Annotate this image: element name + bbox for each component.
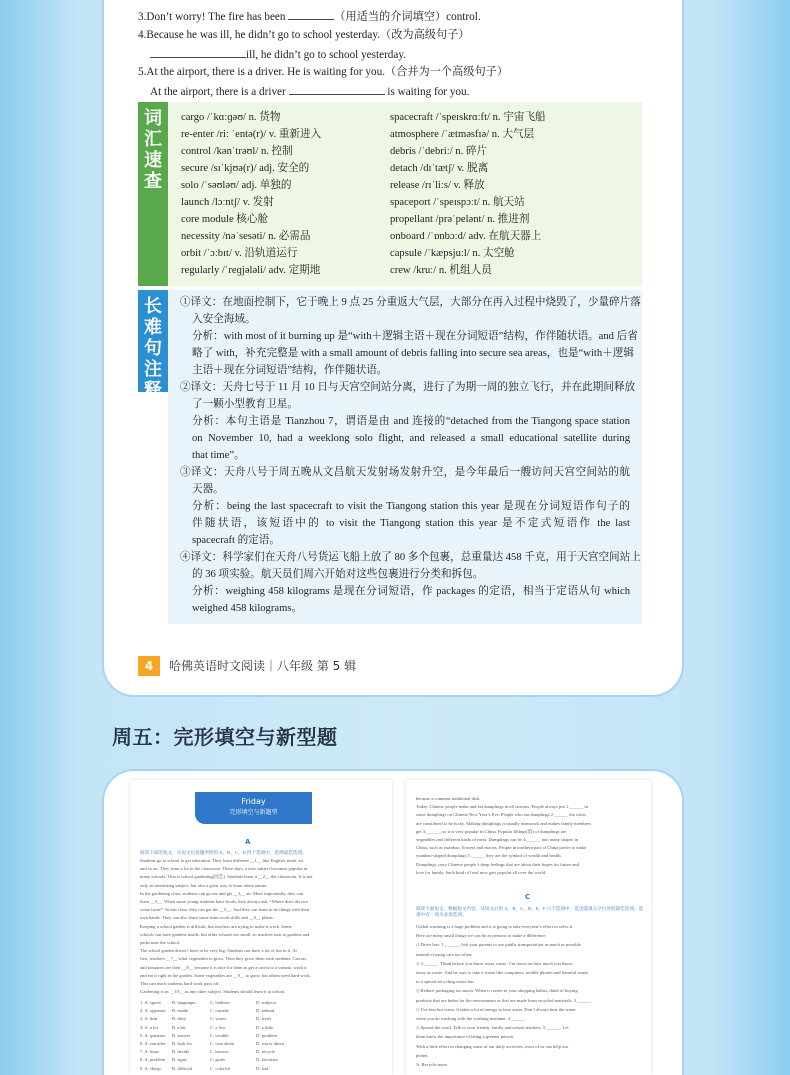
answer-option: D. behind <box>256 1008 275 1014</box>
passage-line: only an interesting subject, but also a great way to learn about nature. <box>140 882 268 888</box>
question-4: 4.Because he was ill, he didn’t go to school yesterday.（改为高级句子） <box>138 29 470 41</box>
vocab-item: core module 核心舱 <box>181 214 269 225</box>
vocab-item: regularly /ˈreɡjələli/ adv. 定期地 <box>181 265 321 276</box>
answer-option: C. warm <box>210 1016 226 1022</box>
answer-option: 7. A. hope <box>140 1049 159 1055</box>
answer-option: D. worry about <box>256 1041 284 1046</box>
answer-option: 3. A. thin <box>140 1016 158 1022</box>
passage-line: yuanbao-shaped dumplings 5.______ they are the symbol of wealth and health. <box>416 853 562 859</box>
answer-option: D. a little <box>256 1024 274 1030</box>
notes-tab <box>138 290 168 401</box>
answer-option: C. goals <box>210 1057 226 1063</box>
friday-banner-title: Friday <box>241 797 266 806</box>
answer-option: B. dirty <box>172 1016 187 1022</box>
passage-line: learn __4__. When some young students have foods, they always ask, “Where does the rice <box>140 899 309 904</box>
note-line: 的 36 项实验。航天员们周六开始对这些包裹进行分类和拆包。 <box>192 569 484 580</box>
section-c-label: C <box>525 893 531 901</box>
passage-line: away as waste. And be sure to take e-waste like computers, mobile phones and harmful waste <box>416 970 588 975</box>
answer-option: C. borrow <box>210 1049 229 1055</box>
vocab-item: release /rɪˈliːs/ v. 释放 <box>390 180 485 191</box>
answer-option: B. a bit <box>172 1024 186 1030</box>
answer-option: 1. A. sports <box>140 1000 161 1005</box>
passage-line: Today, Chinese people make and eat dumplings in all seasons. People always put 1.______ in <box>416 804 588 810</box>
passage-line: get 3.______, so it is very popular in China. Popular fillings(馅) of dumplings are <box>416 828 567 834</box>
vocabulary-tab-label: 词汇速查 <box>144 108 162 192</box>
passage-line: became a common traditional dish. <box>416 796 481 801</box>
question-5-answer-line: At the airport, there is a driver is waiting for you. <box>150 86 470 98</box>
passage-line: Global warming is a huge problem and it is going to take everyone’s effort to solve it. <box>416 924 574 929</box>
note-line: 伴随状语，该短语中的 to visit the Tiangong station this year 是不定式短语作 the last <box>192 518 630 529</box>
passage-line: A. Recycle more. <box>416 1062 449 1067</box>
vocabulary-tab <box>138 102 168 286</box>
vocab-item: secure /sɪˈkjʊə(r)/ adj. 安全的 <box>181 163 310 174</box>
passage-line: many schools. That is school gardening(园艺). Students learn it __2__ the classroom. It is not <box>140 874 313 880</box>
question-5: 5.At the airport, there is a driver. He is waiting for you.（合并为一个高级句子） <box>138 66 509 78</box>
vocab-item: detach /dɪˈtætʃ/ v. 脱离 <box>390 163 489 174</box>
note-line: spacecraft 的定语。 <box>192 535 280 546</box>
vocab-item: re-enter /riː ˈentə(r)/ v. 重新进入 <box>181 129 322 140</box>
passage-line: This can teach students hard work pays off. <box>140 981 220 986</box>
answer-option: D. subjects <box>256 1000 277 1005</box>
answer-option: 2. A. opposite <box>140 1008 166 1014</box>
question-3: 3.Don’t worry! The fire has been （用适当的介词填空）control. <box>138 11 481 23</box>
vocab-item: launch /lɔːntʃ/ v. 发射 <box>181 197 274 208</box>
passage-line: The school garden doesn’t have to be very big. Students can have a lot of fun in it. At <box>140 948 297 954</box>
passage-line: parks near the school. <box>140 940 181 945</box>
vocab-item: debris /ˈdebriː/ n. 碎片 <box>390 146 488 157</box>
vocab-item: necessity /nəˈsesəti/ n. 必需品 <box>181 231 311 242</box>
answer-option: 6. A. run after <box>140 1041 166 1046</box>
right-instruction: 阅读下面短文，根据短文内容，从短文后的 A、B、C、D、E、F 六个选项中，选出能填入空白处的最佳选项。选项中有一项为多余选项。 <box>416 906 644 917</box>
answer-option: B. signs <box>172 1057 187 1063</box>
answer-option: 8. A. problem <box>140 1057 166 1063</box>
passage-line: China, such as yuanbao, flowers and moons. People in northern part of China prefer to make <box>416 845 587 851</box>
vocab-item: crew /kruː/ n. 机组人员 <box>390 265 492 276</box>
vocab-item: onboard /ˈɒnbɔːd/ adv. 在航天器上 <box>390 231 542 242</box>
page-number: 4 <box>138 656 160 676</box>
friday-banner-subtitle: 完形填空与新题型 <box>229 809 278 816</box>
passage-line: ◇ Use less hot water. It takes a lot of energy to heat water. Don’t always heat the water <box>416 1006 576 1012</box>
note-line: weighed 458 kilograms。 <box>192 603 303 614</box>
note-line: ②译文：天舟七号于 11 月 10 日与天宫空间站分离，进行了为期一周的独立飞行，并在此期间释放 <box>180 382 636 393</box>
passage-line: instead of using cars too often. <box>416 951 473 957</box>
answer-option: D. bad <box>256 1065 269 1071</box>
passage-line: first, teachers __7__ what vegetables to grow. Then they grow them with students. Carrots <box>140 956 306 962</box>
passage-line: vegetables and different kinds of meat. Dumplings can be 4.______ into many shapes in <box>416 837 579 842</box>
passage-line: planet. <box>416 1052 429 1058</box>
passage-line: Keeping a school garden is difficult, but teachers are trying to make it work. Some <box>140 923 292 929</box>
passage-line: and tomatoes are their __8__ because it is nice for them to get a carrot or a tomato, wash it <box>140 964 307 970</box>
passage-line: schools can have gardens inside, but other schools are small, so teachers turn to gardens and <box>140 931 310 937</box>
passage-line: them know the importance of being a greener person. <box>416 1034 515 1040</box>
answer-option: B. inside <box>172 1008 189 1014</box>
answer-option: C. care about <box>210 1041 235 1046</box>
passage-line: With a little effort in changing some of our daily activities, most of us can help our <box>416 1043 569 1049</box>
passage-line: some dumplings on Chinese New Year’s Eve. People who eat dumplings 2.______ the coins <box>416 812 586 818</box>
note-line: that time”。 <box>192 450 245 461</box>
passage-line: own hands. They can also learn some team work skills and __6__ plants. <box>140 915 274 921</box>
answer-option: B. decide <box>172 1049 190 1055</box>
answer-option: D. recycle <box>256 1049 275 1055</box>
answer-option: C. colorful <box>210 1065 230 1071</box>
note-line: 入安全海域。 <box>192 314 256 325</box>
answer-option: B. languages <box>172 1000 196 1005</box>
passage-line: when you do washing with the washing machine. 4.______. <box>416 1016 527 1021</box>
answer-option: C. a few <box>210 1024 226 1030</box>
answer-option: D. problem <box>256 1032 277 1038</box>
vocab-item: atmosphere /ˈætməsfɪə/ n. 大气层 <box>390 129 535 140</box>
answer-option: C. outside <box>210 1008 229 1014</box>
note-line: on November 10, had a weeklong solo flight, and released a small educational satellite during <box>192 433 630 444</box>
answer-option: 4. A. a lot <box>140 1024 158 1030</box>
notes-tab-label: 长难句注释 <box>144 296 162 401</box>
question-4-answer-line: ill, he didn’t go to school yesterday. <box>150 47 406 62</box>
note-line: ③译文：天舟八号于周五晚从文昌航天发射场发射升空，是今年最后一艘访问天宫空间站的航 <box>180 467 630 478</box>
vocab-item: orbit /ˈɔːbɪt/ v. 沿轨道运行 <box>181 248 298 259</box>
note-line: 略了 with，补充完整是 with a small amount of debris falling into secure sea areas，也是“with＋逻辑 <box>192 348 634 359</box>
section-heading: 周五：完形填空与新型题 <box>112 725 338 749</box>
vocab-item: spacecraft /ˈspeɪskrɑːft/ n. 宇宙飞船 <box>390 112 546 123</box>
vocab-item: solo /ˈsəʊləʊ/ adj. 单独的 <box>181 180 292 191</box>
passage-line: and eat it right in the garden. Some vegetables are __9__ to grow, but others need hard work. <box>140 972 311 978</box>
book-title: 哈佛英语时文阅读｜八年级 第 5 辑 <box>169 659 357 673</box>
passage-line: Gardening is as __10__ as any other subject. Students should learn it at school. <box>140 989 286 995</box>
vocab-item: capsule /ˈkæpsjuːl/ n. 太空舱 <box>390 248 515 259</box>
answer-option: B. difficult <box>172 1065 193 1071</box>
answer-option: D. favorites <box>256 1057 278 1063</box>
passage-line: ◇ 2.______. Think before you throw away waste. Cut down on how much you throw <box>416 960 573 966</box>
passage-line: Here are many small things we can do as persons to make a difference. <box>416 933 547 939</box>
section-a-label: A <box>245 838 251 846</box>
passage-line: ◇ Reduce packaging too much. When it comes to your shopping habits, think of buying <box>416 988 578 994</box>
passage-line: ◇ Drive less. 1.______. Ask your parents to use public transportation as much as possible <box>416 942 581 948</box>
vocab-item: spaceport /ˈspeɪspɔːt/ n. 航天站 <box>390 197 525 208</box>
friday-banner <box>195 792 312 824</box>
passage-line: are considered to be lucky. Making dumplings is usually teamwork and makes family members <box>416 820 591 826</box>
passage-line: products that are better for the environment or that are made from recycled materials. 3.______. <box>416 997 593 1003</box>
note-line: 了一颗小型教育卫星。 <box>192 399 298 410</box>
note-line: 分析：本句主语是 Tianzhou 7，谓语是由 and 连接的“detached from the Tiangong space station <box>192 416 630 427</box>
answer-option: 9. A. cheap <box>140 1065 161 1071</box>
answer-option: 5. A. question <box>140 1032 166 1038</box>
passage-line: love for family. Such kind of food now gets popular all over the world. <box>416 869 547 875</box>
note-line: ①译文：在地面控制下，它于晚上 9 点 25 分重返大气层，大部分在再入过程中烧毁了，少量碎片落 <box>180 297 641 308</box>
note-line: 主语＋现在分词短语”结构，作伴随状语。 <box>192 365 388 376</box>
answer-option: B. answer <box>172 1032 191 1038</box>
passage-line: and so on. They learn a lot in the classroom. These days, a new subject becomes popular in <box>140 866 308 872</box>
answer-option: C. hobbies <box>210 1000 230 1005</box>
note-line: 分析：with most of it burning up 是“with＋逻辑主语＋现在分词短语”结构，作伴随状语。and 后省 <box>192 331 638 342</box>
passage-line: to a special recycling waste bin. <box>416 979 475 985</box>
vocab-item: cargo /ˈkɑːɡəʊ/ n. 货物 <box>181 112 281 123</box>
passage-line: Dumplings carry Chinese people’s deep feelings that are about their hopes for future and <box>416 861 579 867</box>
note-line: 分析：weighing 458 kilograms 是现在分词短语，作 packages 的定语，相当于定语从句 which <box>192 586 630 597</box>
note-line: 天器。 <box>192 484 224 495</box>
vocab-item: propellant /prəˈpelənt/ n. 推进剂 <box>390 214 530 225</box>
left-instruction: 阅读下面的短文，从短文后各题所给的 A、B、C、D 四个选项中，选择最佳选项。 <box>140 850 307 855</box>
passage-line: Students go to school to get education. They learn different __1__ like English, math, art <box>140 858 304 863</box>
answer-option: D. fresh <box>256 1016 271 1022</box>
answer-option: C. trouble <box>210 1032 229 1038</box>
note-line: ④译文：科学家们在天舟八号货运飞船上放了 80 多个包裹，总重量达 458 千克，用于天宫空间站上 <box>180 552 641 563</box>
passage-line: In the gardening class, students can go out and get __3__ air. More importantly, they can <box>140 890 303 896</box>
note-line: 分析：being the last spacecraft to visit the Tiangong station this year 是现在分词短语作句子的 <box>192 501 630 512</box>
answer-option: B. look for <box>172 1041 193 1046</box>
vocab-item: control /kənˈtrəʊl/ n. 控制 <box>181 146 293 157</box>
passage-line: ◇ Spread the word. Talk to your friends, family and school teachers. 5.______. Let <box>416 1025 569 1031</box>
passage-line: come from?” In this class, they can get the __5__. And they can learn to do things with their <box>140 907 310 913</box>
